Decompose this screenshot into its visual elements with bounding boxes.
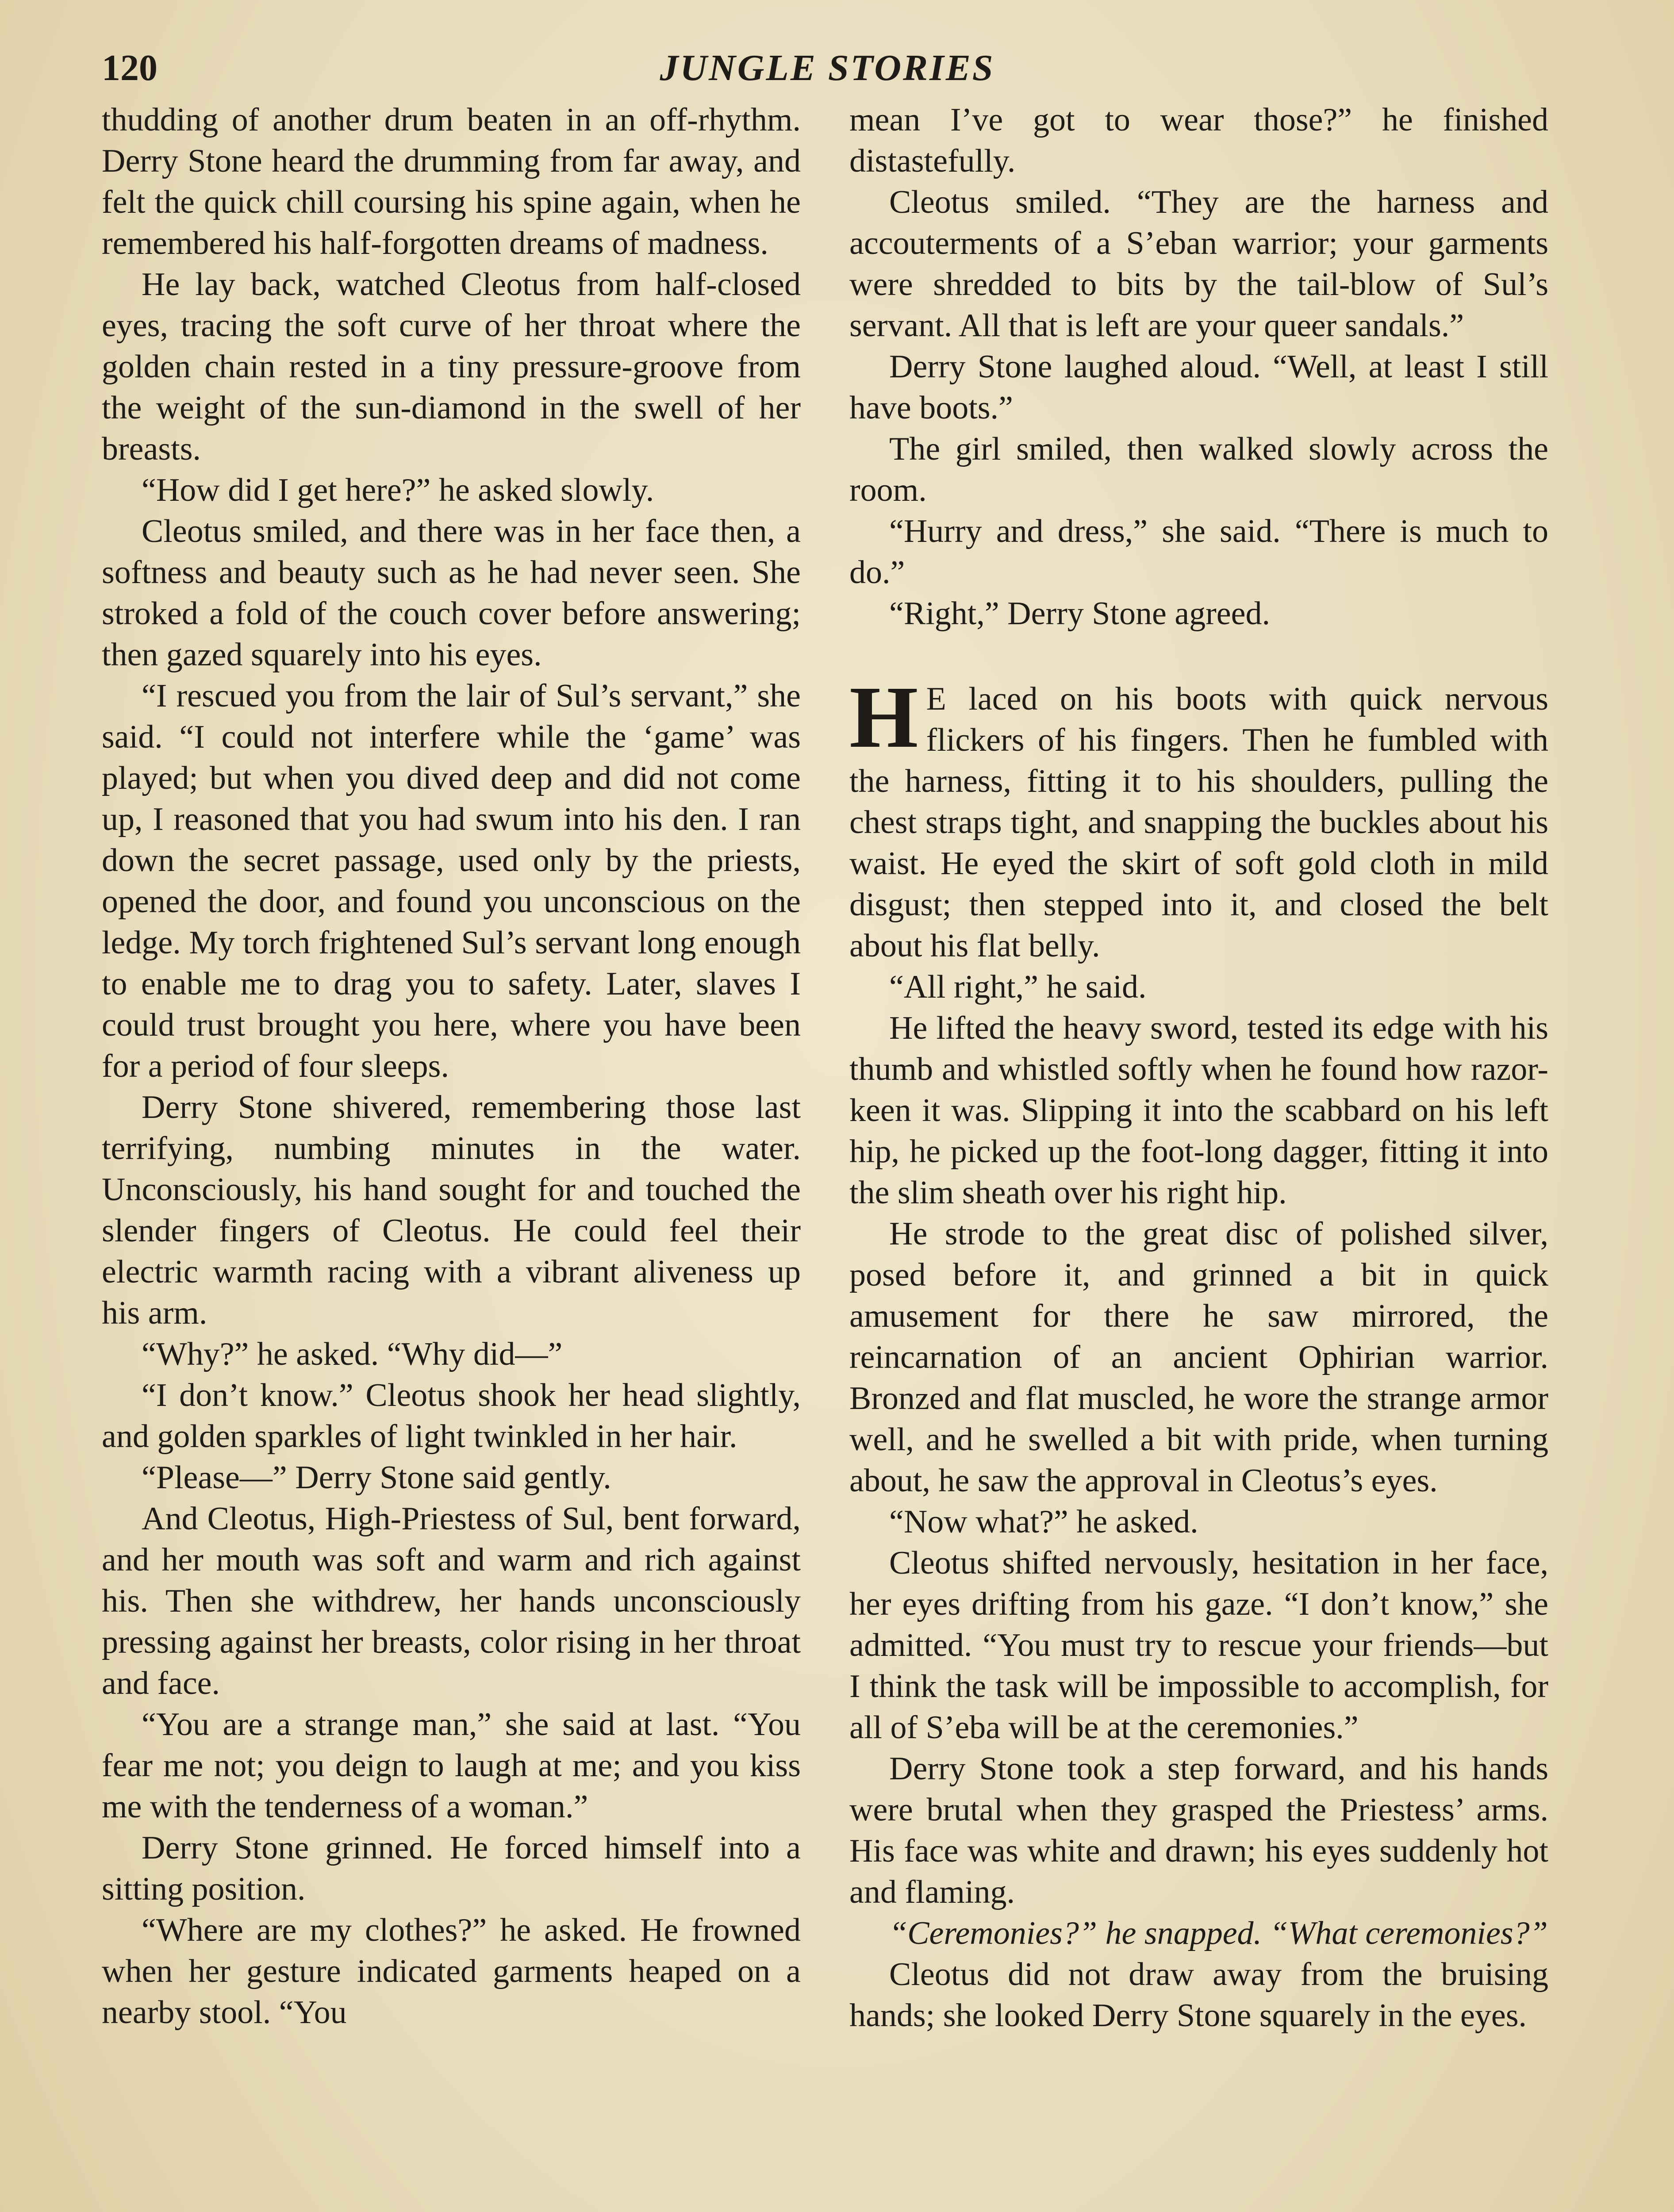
- paragraph: He lifted the heavy sword, tested its edge with his thumb and whistled softly when he found how razor-keen it was. Slipping it into the scabbard on his left hip, he picked up the foot-long dagger, fitting it into the slim sheath over his right hip.: [849, 1010, 1548, 1211]
- paragraph: “Now what?” he asked.: [889, 1504, 1198, 1540]
- paragraph: Cleotus smiled, and there was in her face then, a softness and beauty such as he had never seen. She stroked a fold of the couch cover before answering; then gazed squarely into his eyes.: [102, 513, 801, 673]
- paragraph: He strode to the great disc of polished silver, posed before it, and grinned a bit in quick amusement for there he saw mirrored, the reincarnation of an ancient Ophirian warrior. Bronzed and flat muscled, he wore the strange armor well, and he swelled a bit with pride, when turning about, he saw the approval in Cleotus’s eyes.: [849, 1216, 1548, 1499]
- paragraph: Derry Stone grinned. He forced himself into a sitting position.: [102, 1830, 801, 1907]
- paragraph: “Why?” he asked. “Why did—”: [142, 1336, 563, 1372]
- section-opening-paragraph: [849, 668, 1548, 967]
- paragraph: “All right,” he said.: [889, 969, 1147, 1005]
- right-column: [849, 100, 1548, 2036]
- paragraph: mean I’ve got to wear those?” he finished distastefully.: [849, 102, 1548, 179]
- paragraph: “Right,” Derry Stone agreed.: [889, 595, 1270, 632]
- text-columns: [102, 100, 1553, 2212]
- paragraph: Cleotus shifted nervously, hesitation in her face, her eyes drifting from his gaze. “I don’t know,” she admitted. “You must try to rescue your friends—but I think the task will be impossible to accomplish, for all of S’eba will be at the ceremonies.”: [849, 1545, 1548, 1746]
- running-title: JUNGLE STORIES: [660, 47, 995, 88]
- paragraph: “You are a strange man,” she said at last. “You fear me not; you deign to laugh at me; and you kiss me with the tenderness of a woman.”: [102, 1706, 801, 1825]
- paragraph: “I don’t know.” Cleotus shook her head slightly, and golden sparkles of light twinkled in her hair.: [102, 1377, 801, 1455]
- section-opening-text: E laced on his boots with quick nervous flickers of his fingers. Then he fumbled with the harness, fitting it to his shoulders, pulling the chest straps tight, and snapping the buckles about his waist. He eyed the skirt of soft gold cloth in mild disgust; then stepped into it, and closed the belt about his flat belly.: [849, 681, 1548, 964]
- left-column: [102, 100, 801, 2033]
- paragraph: “How did I get here?” he asked slowly.: [142, 472, 654, 508]
- paragraph: Derry Stone shivered, remembering those last terrifying, numbing minutes in the water. Unconsciously, his hand sought for and touched the slender fingers of Cleotus. He could feel their electric warmth racing with a vibrant aliveness up his arm.: [102, 1089, 801, 1331]
- paragraph: “Please—” Derry Stone said gently.: [142, 1459, 611, 1496]
- paragraph: thudding of another drum beaten in an off-rhythm. Derry Stone heard the drumming from far away, and felt the quick chill coursing his spine again, when he remembered his half-forgotten dreams of madness.: [102, 102, 801, 261]
- page-number: 120: [102, 47, 157, 88]
- paragraph: Derry Stone took a step forward, and his hands were brutal when they grasped the Priestess’ arms. His face was white and drawn; his eyes suddenly hot and flaming.: [849, 1751, 1548, 1910]
- paragraph: And Cleotus, High-Priestess of Sul, bent forward, and her mouth was soft and warm and rich against his. Then she withdrew, her hands unconsciously pressing against her breasts, color rising in her throat and face.: [102, 1501, 801, 1701]
- paragraph: “Where are my clothes?” he asked. He frowned when her gesture indicated garments heaped on a nearby stool. “You: [102, 1912, 801, 2031]
- paragraph: “I rescued you from the lair of Sul’s servant,” she said. “I could not interfere while the ‘game’ was played; but when you dived deep and did not come up, I reasoned that you had swum into his den. I ran down the secret passage, used only by the priests, opened the door, and found you unconscious on the ledge. My torch frightened Sul’s servant long enough to enable me to drag you to safety. Later, slaves I could trust brought you here, where you have been for a period of four sleeps.: [102, 678, 801, 1084]
- drop-cap: H: [849, 668, 918, 766]
- paragraph: Derry Stone laughed aloud. “Well, at least I still have boots.”: [849, 349, 1548, 426]
- paragraph: “Ceremonies?” he snapped. “What ceremonies?”: [889, 1915, 1548, 1951]
- paragraph: “Hurry and dress,” she said. “There is much to do.”: [849, 513, 1548, 591]
- page-header: [102, 46, 1553, 100]
- paragraph: The girl smiled, then walked slowly across the room.: [849, 431, 1548, 508]
- paragraph: He lay back, watched Cleotus from half-closed eyes, tracing the soft curve of her throat where the golden chain rested in a tiny pressure-groove from the weight of the sun-diamond in the swell of her breasts.: [102, 266, 801, 467]
- paragraph: Cleotus smiled. “They are the harness and accouterments of a S’eban warrior; your garments were shredded to bits by the tail-blow of Sul’s servant. All that is left are your queer sandals.”: [849, 184, 1548, 344]
- paragraph: Cleotus did not draw away from the bruising hands; she looked Derry Stone squarely in the eyes.: [849, 1956, 1548, 2034]
